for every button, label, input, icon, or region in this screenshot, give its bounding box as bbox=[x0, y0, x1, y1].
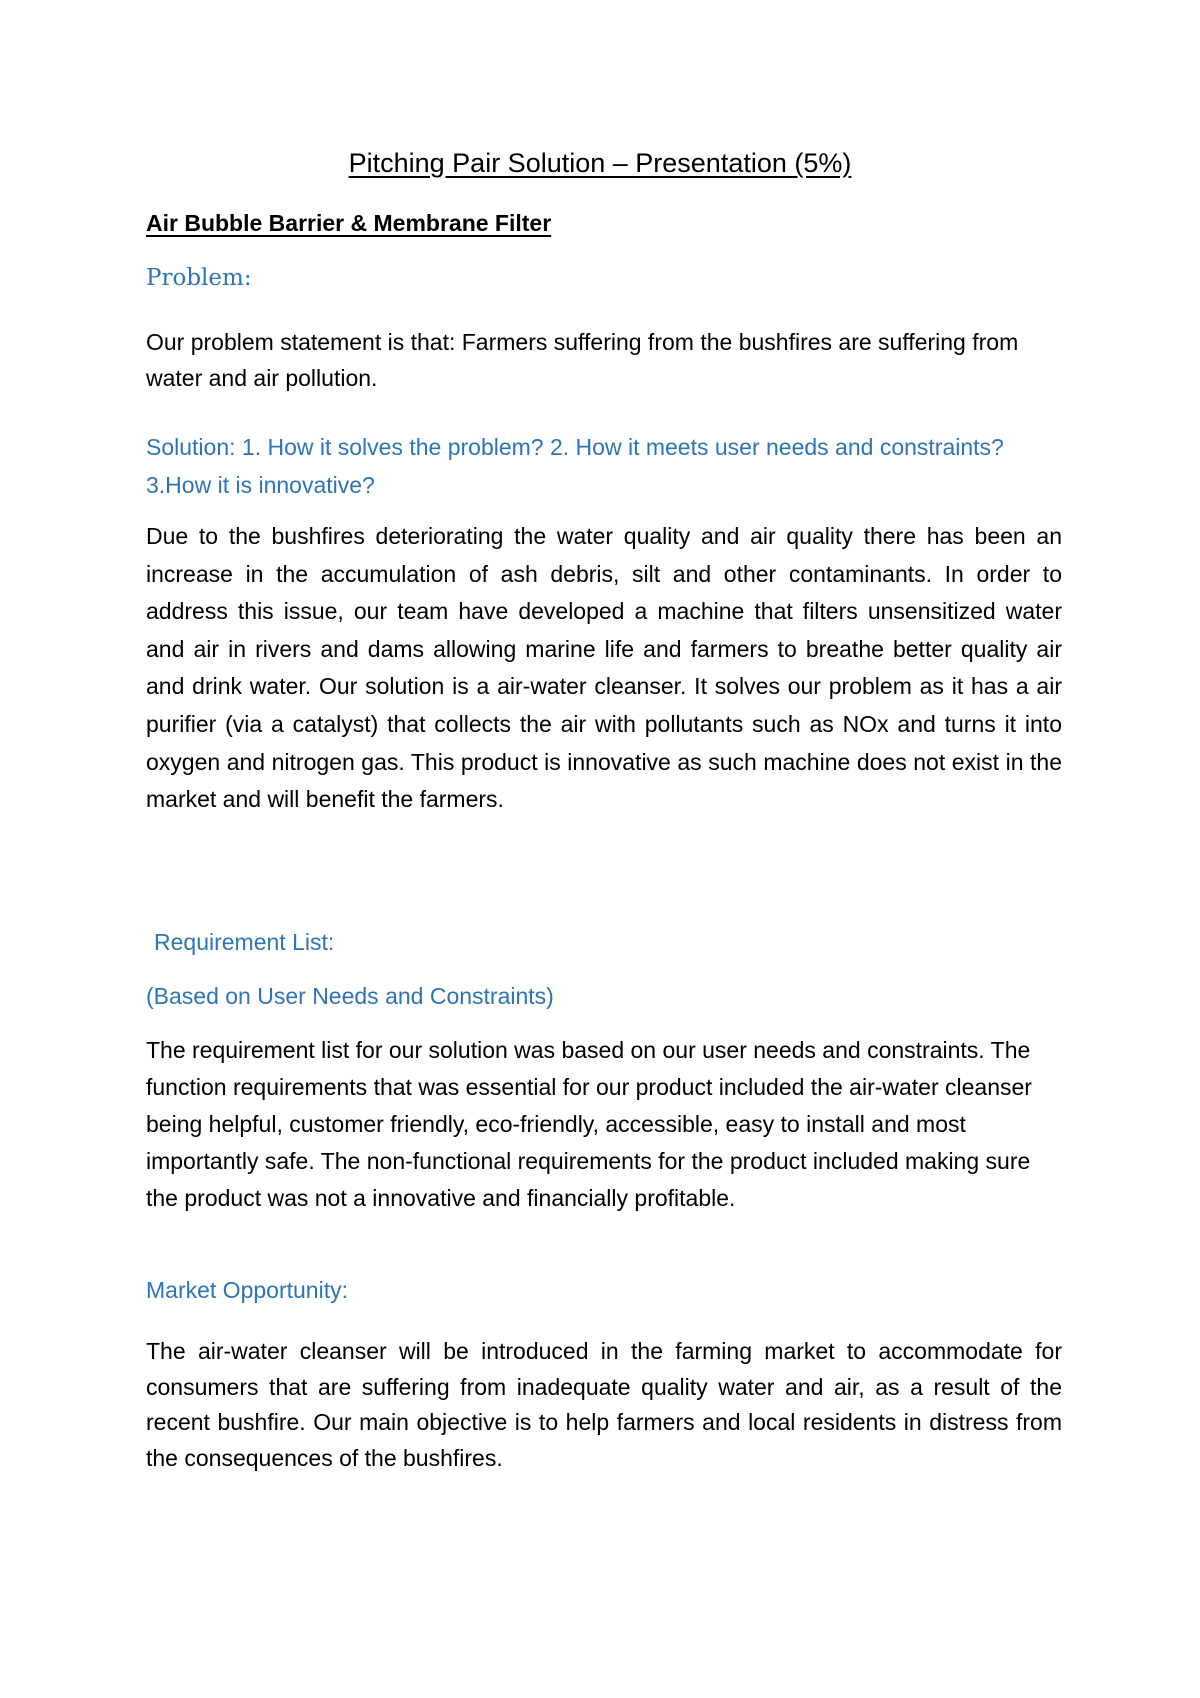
problem-text: Our problem statement is that: Farmers suffering from the bushfires are suffering from water and air pollution. bbox=[146, 329, 1019, 391]
market-heading: Market Opportunity: bbox=[146, 1277, 348, 1303]
market-text: The air-water cleanser will be introduced in the farming market to accommodate for consumers that are suffering from inadequate quality water and air, as a result of the recent bushfire. Our main objective is to help farmers and local residents in distress from the consequences of the bushfires. bbox=[146, 1338, 1062, 1471]
solution-text: Due to the bushfires deteriorating the water quality and air quality there has been an increase in the accumulation of ash debris, silt and other contaminants. In order to address this issue, our team have developed a machine that filters unsensitized water and air in rivers and dams allowing marine life and farmers to breathe better quality air and drink water. Our solution is a air-water cleanser. It solves our problem as it has a air purifier (via a catalyst) that collects the air with pollutants such as NOx and turns it into oxygen and nitrogen gas. This product is innovative as such machine does not exist in the market and will benefit the farmers. bbox=[146, 523, 1062, 813]
solution-heading: Solution: 1. How it solves the problem? 2. How it meets user needs and constraints? 3.How it is innovative? bbox=[146, 434, 1004, 498]
page-subtitle: Air Bubble Barrier & Membrane Filter bbox=[146, 210, 552, 236]
page-title: Pitching Pair Solution – Presentation (5%) bbox=[348, 148, 852, 178]
problem-heading: Problem: bbox=[146, 265, 252, 291]
requirements-subheading: (Based on User Needs and Constraints) bbox=[146, 983, 554, 1009]
requirements-text: The requirement list for our solution was based on our user needs and constraints. The function requirements that was essential for our product included the air-water cleanser being helpful, customer friendly, eco-friendly, accessible, easy to install and most importantly safe. The non-functional requirements for the product included making sure the product was not a innovative and financially profitable. bbox=[146, 1037, 1032, 1211]
requirements-heading: Requirement List: bbox=[154, 929, 335, 955]
